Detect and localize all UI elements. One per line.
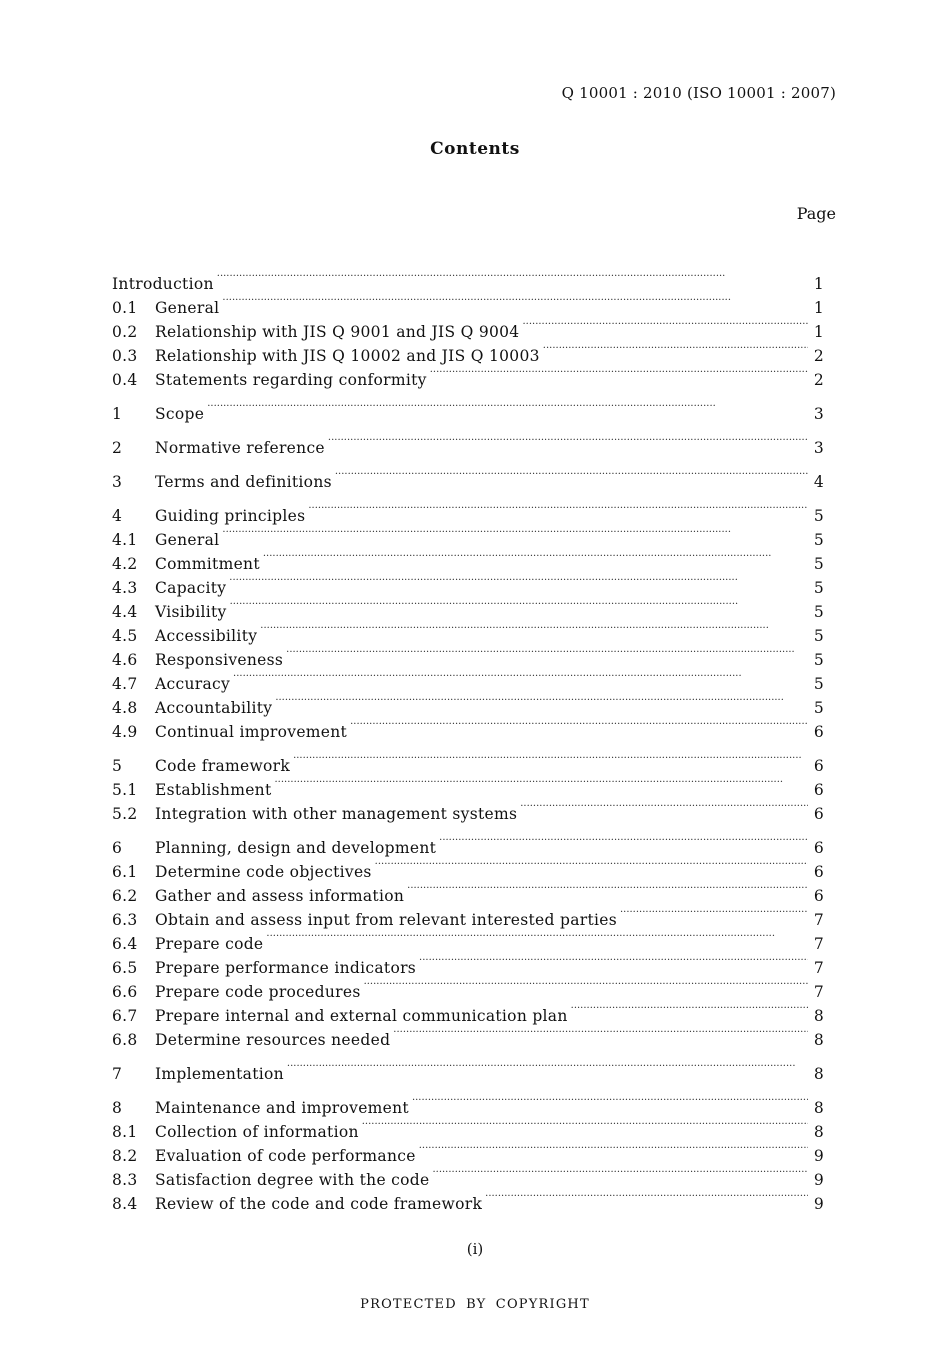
toc-entry-page: 5 — [813, 699, 824, 717]
toc-entry-page: 3 — [813, 439, 824, 457]
toc-entry-number: 4.8 — [112, 699, 138, 717]
toc-entry-page: 8 — [813, 1123, 824, 1141]
toc-entry-page: 6 — [813, 723, 824, 741]
toc-entry-page: 9 — [813, 1171, 824, 1189]
toc-entry-title: Terms and definitions — [155, 473, 332, 491]
toc-entry[interactable] — [112, 497, 824, 525]
toc-entry-page: 1 — [813, 323, 824, 341]
toc-entry-number: 8.2 — [112, 1147, 138, 1165]
toc-leader-dots — [412, 1089, 808, 1113]
toc-entry-number: 6.6 — [112, 983, 138, 1001]
toc-entry-number: 4 — [112, 507, 123, 525]
toc-entry-title: Accountability — [155, 699, 273, 717]
toc-entry-title: Maintenance and improvement — [155, 1099, 409, 1117]
toc-entry[interactable] — [112, 1089, 824, 1117]
toc-entry-number: 0.4 — [112, 371, 138, 389]
toc-leader-dots — [571, 997, 808, 1021]
toc-leader-dots — [286, 641, 808, 665]
toc-entry-number: 6 — [112, 839, 123, 857]
toc-leader-dots — [620, 901, 808, 925]
toc-entry-number: 5 — [112, 757, 123, 775]
toc-entry-title: Code framework — [155, 757, 291, 775]
toc-entry-page: 8 — [813, 1031, 824, 1049]
toc-entry-page: 2 — [813, 347, 824, 365]
toc-entry-number: 6.2 — [112, 887, 138, 905]
toc-entry-title: Normative reference — [155, 439, 325, 457]
toc-entry-page: 9 — [813, 1147, 824, 1165]
toc-entry-page: 3 — [813, 405, 824, 423]
toc-entry-title: General — [155, 299, 220, 317]
page-column-label: Page — [796, 204, 836, 223]
toc-entry-number: 6.8 — [112, 1031, 138, 1049]
toc-entry-title: Planning, design and development — [155, 839, 437, 857]
toc-leader-dots — [222, 521, 808, 545]
toc-entry-title: General — [155, 531, 220, 549]
toc-leader-dots — [485, 1185, 808, 1209]
toc-entry-number: 8.1 — [112, 1123, 138, 1141]
toc-entry-title: Scope — [155, 405, 205, 423]
toc-entry-page: 9 — [813, 1195, 824, 1213]
toc-leader-dots — [520, 795, 808, 819]
toc-leader-dots — [207, 395, 808, 419]
toc-entry-number: 4.9 — [112, 723, 138, 741]
toc-leader-dots — [287, 1055, 808, 1079]
toc-entry-title: Commitment — [155, 555, 260, 573]
toc-leader-dots — [217, 265, 808, 289]
toc-leader-dots — [293, 747, 808, 771]
toc-entry-page: 1 — [813, 275, 824, 293]
toc-entry-title: Prepare internal and external communication plan — [155, 1007, 568, 1025]
toc-entry[interactable] — [112, 829, 824, 857]
toc-entry-number: 6.1 — [112, 863, 138, 881]
table-of-contents — [112, 265, 824, 1213]
toc-entry-number: 8 — [112, 1099, 123, 1117]
toc-entry-title: Visibility — [155, 603, 227, 621]
toc-entry-number: 5.2 — [112, 805, 138, 823]
toc-leader-dots — [233, 665, 808, 689]
toc-entry-page: 5 — [813, 603, 824, 621]
toc-leader-dots — [308, 497, 808, 521]
toc-entry-title: Accessibility — [155, 627, 258, 645]
toc-entry-number: 8.4 — [112, 1195, 138, 1213]
toc-entry-page: 7 — [813, 983, 824, 1001]
toc-entry-title: Gather and assess information — [155, 887, 405, 905]
toc-entry-number: 4.3 — [112, 579, 138, 597]
toc-leader-dots — [229, 569, 808, 593]
page-title: Contents — [430, 139, 520, 159]
toc-entry-title: Relationship with JIS Q 9001 and JIS Q 9004 — [155, 323, 520, 341]
toc-entry-number: 4.2 — [112, 555, 138, 573]
toc-entry-page: 7 — [813, 911, 824, 929]
toc-leader-dots — [543, 337, 808, 361]
toc-entry-title: Statements regarding conformity — [155, 371, 427, 389]
toc-entry-number: 0.3 — [112, 347, 138, 365]
toc-entry-number: 0.2 — [112, 323, 138, 341]
toc-entry-title: Determine code objectives — [155, 863, 372, 881]
toc-leader-dots — [222, 289, 808, 313]
toc-entry[interactable] — [112, 1055, 824, 1083]
toc-leader-dots — [362, 1113, 808, 1137]
toc-entry-title: Collection of information — [155, 1123, 359, 1141]
toc-entry-number: 2 — [112, 439, 123, 457]
toc-entry-title: Satisfaction degree with the code — [155, 1171, 430, 1189]
toc-entry-title: Prepare code — [155, 935, 264, 953]
toc-leader-dots — [275, 689, 808, 713]
toc-leader-dots — [430, 361, 808, 385]
toc-entry-page: 6 — [813, 839, 824, 857]
toc-entry-number: 4.5 — [112, 627, 138, 645]
toc-entry-title: Evaluation of code performance — [155, 1147, 416, 1165]
toc-entry[interactable] — [112, 429, 824, 457]
toc-entry-number: 8.3 — [112, 1171, 138, 1189]
document-header: Q 10001 : 2010 (ISO 10001 : 2007) — [561, 84, 836, 102]
toc-leader-dots — [275, 771, 809, 795]
toc-entry-title: Prepare code procedures — [155, 983, 361, 1001]
toc-entry-title: Establishment — [155, 781, 272, 799]
toc-entry-page: 6 — [813, 781, 824, 799]
toc-entry-title: Review of the code and code framework — [155, 1195, 483, 1213]
toc-entry-page: 8 — [813, 1065, 824, 1083]
toc-entry-title: Capacity — [155, 579, 227, 597]
toc-leader-dots — [419, 949, 808, 973]
toc-entry-page: 5 — [813, 627, 824, 645]
toc-leader-dots — [522, 313, 808, 337]
toc-entry-title: Introduction — [112, 275, 214, 293]
toc-entry-number: 6.7 — [112, 1007, 138, 1025]
toc-entry-page: 6 — [813, 863, 824, 881]
toc-entry-page: 8 — [813, 1007, 824, 1025]
toc-entry-number: 6.5 — [112, 959, 138, 977]
toc-entry-title: Continual improvement — [155, 723, 348, 741]
toc-entry-page: 5 — [813, 651, 824, 669]
toc-leader-dots — [439, 829, 808, 853]
toc-entry-number: 5.1 — [112, 781, 138, 799]
toc-entry[interactable] — [112, 395, 824, 423]
toc-entry-number: 4.6 — [112, 651, 138, 669]
toc-entry-number: 4.1 — [112, 531, 138, 549]
toc-entry-number: 4.7 — [112, 675, 138, 693]
toc-entry-number: 1 — [112, 405, 123, 423]
toc-entry-page: 6 — [813, 805, 824, 823]
toc-leader-dots — [230, 593, 808, 617]
toc-entry-page: 4 — [813, 473, 824, 491]
toc-entry-number: 0.1 — [112, 299, 138, 317]
toc-entry-title: Integration with other management systems — [155, 805, 518, 823]
toc-entry-title: Implementation — [155, 1065, 284, 1083]
toc-entry[interactable] — [112, 289, 824, 317]
toc-entry-page: 6 — [813, 757, 824, 775]
copyright-notice: PROTECTED BY COPYRIGHT — [360, 1297, 590, 1312]
toc-entry-title: Responsiveness — [155, 651, 284, 669]
toc-entry-page: 5 — [813, 675, 824, 693]
toc-entry-page: 5 — [813, 507, 824, 525]
toc-entry[interactable] — [112, 747, 824, 775]
toc-entry-title: Obtain and assess input from relevant interested parties — [155, 911, 617, 929]
toc-entry-page: 5 — [813, 579, 824, 597]
toc-entry-number: 3 — [112, 473, 123, 491]
toc-leader-dots — [263, 545, 808, 569]
toc-leader-dots — [393, 1021, 808, 1045]
toc-entry-page: 7 — [813, 935, 824, 953]
toc-entry-title: Accuracy — [155, 675, 231, 693]
toc-entry-title: Prepare performance indicators — [155, 959, 417, 977]
toc-entry-page: 8 — [813, 1099, 824, 1117]
toc-entry-number: 6.4 — [112, 935, 138, 953]
toc-leader-dots — [266, 925, 808, 949]
toc-entry-title: Guiding principles — [155, 507, 306, 525]
toc-entry-title: Relationship with JIS Q 10002 and JIS Q 10003 — [155, 347, 540, 365]
toc-leader-dots — [335, 463, 808, 487]
toc-entry-page: 6 — [813, 887, 824, 905]
toc-entry-page: 1 — [813, 299, 824, 317]
toc-entry-page: 2 — [813, 371, 824, 389]
toc-entry-number: 4.4 — [112, 603, 138, 621]
toc-entry-page: 7 — [813, 959, 824, 977]
toc-leader-dots — [350, 713, 808, 737]
toc-entry-page: 5 — [813, 555, 824, 573]
toc-leader-dots — [407, 877, 808, 901]
toc-entry-page: 5 — [813, 531, 824, 549]
toc-leader-dots — [328, 429, 808, 453]
toc-leader-dots — [260, 617, 808, 641]
toc-leader-dots — [364, 973, 808, 997]
toc-leader-dots — [375, 853, 808, 877]
toc-entry[interactable] — [112, 265, 824, 293]
toc-entry-number: 7 — [112, 1065, 123, 1083]
toc-leader-dots — [419, 1137, 808, 1161]
toc-entry[interactable] — [112, 463, 824, 491]
toc-leader-dots — [432, 1161, 808, 1185]
toc-entry-title: Determine resources needed — [155, 1031, 391, 1049]
page-number: (i) — [466, 1240, 484, 1258]
toc-entry-number: 6.3 — [112, 911, 138, 929]
